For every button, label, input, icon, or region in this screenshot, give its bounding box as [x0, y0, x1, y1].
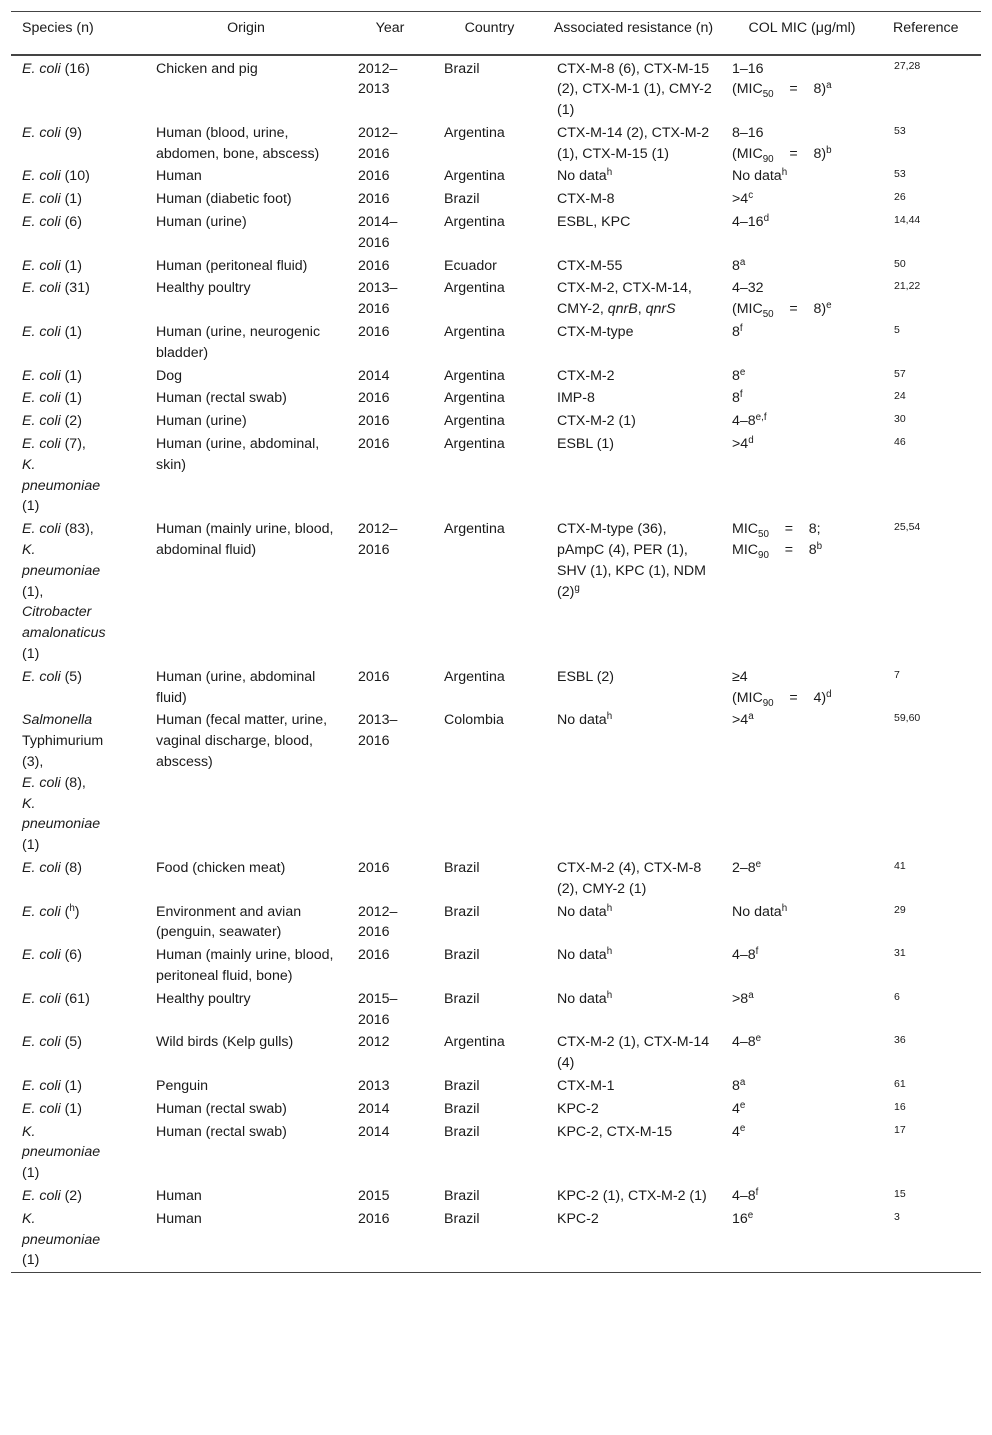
cell-origin: Human (urine, abdominal, skin) [156, 436, 320, 473]
header-year: Year [375, 20, 405, 36]
cell-origin: Human [156, 168, 202, 185]
cell-resistance: ESBL (2) [557, 668, 615, 685]
table-row [11, 277, 981, 321]
cell-resistance: CTX-M-2, CTX-M-14, CMY-2, qnrB, qnrS [557, 280, 692, 318]
cell-year: 2016 [358, 168, 390, 185]
cell-country: Argentina [444, 280, 505, 297]
cell-country: Argentina [444, 668, 505, 685]
cell-species: E. coli (1) [22, 324, 82, 341]
cell-year: 2016 [358, 947, 390, 964]
cell-reference: 36 [894, 1034, 906, 1047]
table-row [11, 410, 981, 433]
cell-origin: Human (mainly urine, blood, abdominal fluid) [156, 521, 334, 559]
cell-country: Brazil [444, 1187, 480, 1204]
header-reference: Reference [893, 20, 959, 36]
cell-species: E. coli (5) [22, 1034, 82, 1051]
table-row [11, 365, 981, 388]
cell-origin: Penguin [156, 1077, 209, 1094]
cell-reference: 31 [894, 947, 906, 960]
cell-origin: Human (diabetic foot) [156, 191, 292, 208]
cell-reference: 41 [894, 859, 906, 872]
cell-country: Brazil [444, 990, 480, 1007]
cell-col-mic: 8$^f$ [732, 323, 743, 341]
cell-year: 2016 [358, 859, 390, 876]
cell-resistance: KPC-2 [557, 1100, 599, 1117]
cell-year: 2012– 2013 [358, 60, 398, 98]
cell-resistance: No data$^h$ [557, 167, 613, 185]
cell-year: 2012– 2016 [358, 521, 398, 559]
table-row [11, 944, 981, 988]
cell-year: 2012– 2016 [358, 124, 398, 162]
cell-species: E. coli (10) [22, 168, 90, 185]
table-row [11, 666, 981, 710]
cell-col-mic: 4–16$^d$ [732, 213, 770, 231]
cell-year: 2013– 2016 [358, 712, 398, 750]
cell-origin: Healthy poultry [156, 990, 251, 1007]
cell-year: 2014 [358, 367, 390, 384]
table-row [11, 55, 981, 122]
cell-resistance: CTX-M-2 (4), CTX-M-8 (2), CMY-2 (1) [557, 859, 702, 897]
cell-year: 2016 [358, 668, 390, 685]
cell-country: Brazil [444, 191, 480, 208]
cell-country: Brazil [444, 947, 480, 964]
cell-resistance: CTX-M-14 (2), CTX-M-2 (1), CTX-M-15 (1) [557, 124, 710, 162]
table-row [11, 709, 981, 857]
cell-reference: 29 [894, 903, 906, 916]
cell-reference: 50 [894, 257, 906, 270]
cell-species: E. coli (61) [22, 990, 90, 1007]
cell-reference: 46 [894, 436, 906, 449]
cell-country: Brazil [444, 1123, 480, 1140]
cell-col-mic: 1–16 ($MIC_{50}$ = 8)$^a$ [732, 60, 832, 101]
cell-reference: 61 [894, 1077, 906, 1090]
cell-resistance: CTX-M-8 (6), CTX-M-15 (2), CTX-M-1 (1), CMY-2 (1) [557, 60, 712, 119]
cell-col-mic: 8$^a$ [732, 256, 746, 274]
cell-origin: Human (fecal matter, urine, vaginal discharge, blood, abscess) [156, 712, 328, 770]
cell-country: Argentina [444, 214, 505, 231]
table-body [11, 55, 981, 1273]
cell-country: Argentina [444, 168, 505, 185]
cell-origin: Human (blood, urine, abdomen, bone, abscess) [156, 124, 320, 162]
cell-origin: Human [156, 1187, 202, 1204]
cell-year: 2016 [358, 1210, 390, 1227]
cell-country: Brazil [444, 60, 480, 77]
cell-origin: Environment and avian (penguin, seawater) [156, 903, 302, 941]
cell-resistance: CTX-M-2 (1) [557, 413, 636, 430]
cell-col-mic: 4e [732, 1122, 746, 1140]
cell-resistance: ESBL, KPC [557, 214, 631, 231]
cell-col-mic: 16e [732, 1209, 754, 1227]
table-row [11, 165, 981, 188]
table-row [11, 433, 981, 518]
cell-reference: 14,44 [894, 214, 921, 227]
cell-reference: 21,22 [894, 280, 921, 293]
table-row [11, 901, 981, 945]
cell-species: E. coli (1) [22, 191, 82, 208]
cell-country: Argentina [444, 390, 505, 407]
cell-species: E. coli (2) [22, 413, 82, 430]
cell-origin: Food (chicken meat) [156, 859, 286, 876]
cell-origin: Wild birds (Kelp gulls) [156, 1034, 294, 1051]
header-resistance: Associated resistance (n) [553, 20, 714, 36]
cell-country: Argentina [444, 324, 505, 341]
cell-col-mic: 4–32 ($MIC_{50}$ = 8)$^e$ [732, 280, 832, 321]
cell-col-mic: $>8^a$ [732, 989, 754, 1007]
resistance-table [11, 11, 981, 1273]
cell-col-mic: 4–8$^f$ [732, 1186, 759, 1204]
cell-species: K. pneumoniae (1) [22, 1123, 101, 1182]
table-row [11, 122, 981, 166]
table-row [11, 988, 981, 1032]
cell-country: Argentina [444, 367, 505, 384]
cell-year: 2014 [358, 1123, 390, 1140]
cell-col-mic: $>4^c$ [732, 190, 754, 208]
cell-country: Brazil [444, 859, 480, 876]
cell-year: 2012– 2016 [358, 903, 398, 941]
cell-reference: 5 [894, 324, 900, 337]
cell-col-mic: $>4^d$ [732, 435, 754, 453]
cell-year: 2014 [358, 1100, 390, 1117]
cell-origin: Human (urine) [156, 413, 247, 430]
table-row [11, 1208, 981, 1273]
cell-country: Argentina [444, 436, 505, 453]
table-row [11, 857, 981, 901]
cell-reference: 3 [894, 1210, 900, 1223]
cell-species: E. coli (1) [22, 257, 82, 274]
cell-species: E. coli (6) [22, 947, 82, 964]
cell-reference: 53 [894, 168, 906, 181]
cell-species: E. coli (5) [22, 668, 82, 685]
cell-species: E. coli (8) [22, 859, 82, 876]
cell-col-mic: 4e [732, 1099, 746, 1117]
cell-resistance: CTX-M-type [557, 324, 634, 341]
cell-country: Brazil [444, 1210, 480, 1227]
cell-origin: Human (rectal swab) [156, 1100, 287, 1117]
cell-resistance: CTX-M-2 (1), CTX-M-14 (4) [557, 1034, 710, 1072]
cell-reference: 15 [894, 1187, 906, 1200]
cell-reference: 7 [894, 668, 900, 681]
cell-resistance: KPC-2 [557, 1210, 599, 1227]
table-row [11, 1098, 981, 1121]
cell-col-mic: $MIC_{50}$ = 8; $MIC_{90}$ = 8$^b$ [732, 521, 823, 562]
cell-origin: Human [156, 1210, 202, 1227]
cell-year: 2016 [358, 324, 390, 341]
table-row [11, 1121, 981, 1185]
cell-resistance: No data$^h$ [557, 711, 613, 729]
cell-resistance: No data$^h$ [557, 902, 613, 920]
cell-origin: Human (rectal swab) [156, 1123, 287, 1140]
cell-country: Argentina [444, 124, 505, 141]
cell-species: E. coli (9) [22, 124, 82, 141]
table-row [11, 518, 981, 666]
cell-origin: Human (rectal swab) [156, 390, 287, 407]
cell-year: 2016 [358, 413, 390, 430]
cell-origin: Human (urine, abdominal fluid) [156, 668, 316, 706]
cell-country: Ecuador [444, 257, 497, 274]
cell-resistance: CTX-M-8 [557, 191, 615, 208]
cell-col-mic: ≥4 ($MIC_{90}$ = 4)$^d$ [732, 668, 832, 709]
cell-species: E. coli (2) [22, 1187, 82, 1204]
cell-resistance: CTX-M-1 [557, 1077, 615, 1094]
header-country: Country [464, 20, 515, 36]
cell-reference: 6 [894, 990, 900, 1003]
cell-origin: Chicken and pig [156, 60, 258, 77]
cell-species: E. coli (1) [22, 1100, 82, 1117]
cell-reference: 53 [894, 124, 906, 137]
header-origin: Origin [227, 20, 265, 36]
cell-year: 2015– 2016 [358, 990, 398, 1028]
cell-year: 2016 [358, 390, 390, 407]
cell-year: 2015 [358, 1187, 390, 1204]
cell-country: Argentina [444, 521, 505, 538]
table-row [11, 321, 981, 365]
cell-origin: Human (peritoneal fluid) [156, 257, 308, 274]
cell-country: Brazil [444, 1100, 480, 1117]
cell-resistance: CTX-M-type (36), pAmpC (4), PER (1), SHV (1), KPC (1), NDM $(2)^g$ [557, 521, 706, 600]
cell-resistance: CTX-M-55 [557, 257, 623, 274]
cell-col-mic: $>4^a$ [732, 711, 754, 729]
cell-reference: 59,60 [894, 712, 921, 725]
cell-resistance: IMP-8 [557, 390, 595, 407]
cell-resistance: ESBL (1) [557, 436, 615, 453]
cell-species: E. coli (1) [22, 1077, 82, 1094]
cell-origin: Dog [156, 367, 183, 384]
cell-country: Brazil [444, 903, 480, 920]
cell-resistance: KPC-2, CTX-M-15 [557, 1123, 673, 1140]
cell-col-mic: 8$^a$ [732, 1076, 746, 1094]
cell-species: Salmonella Typhimurium (3), E. coli (8), K. pneumoniae (1) [22, 712, 104, 854]
cell-year: 2016 [358, 436, 390, 453]
cell-col-mic: 8–16 ($MIC_{90}$ = 8)$^b$ [732, 124, 832, 165]
header-species: Species (n) [22, 20, 94, 36]
table-row [11, 188, 981, 211]
cell-col-mic: 8$^f$ [732, 389, 743, 407]
cell-reference: 26 [894, 191, 906, 204]
cell-country: Colombia [444, 712, 504, 729]
cell-species: E. coli (7), K. pneumoniae (1) [22, 436, 101, 515]
cell-col-mic: 4–8$^{e,f}$ [732, 412, 767, 430]
cell-year: 2016 [358, 191, 390, 208]
cell-reference: 16 [894, 1100, 906, 1113]
cell-origin: Human (urine) [156, 214, 247, 231]
cell-reference: 25,54 [894, 521, 921, 534]
cell-origin: Human (mainly urine, blood, peritoneal fluid, bone) [156, 947, 334, 984]
cell-species: E. coli (1) [22, 390, 82, 407]
cell-reference: 30 [894, 413, 906, 426]
cell-resistance: No data$^h$ [557, 989, 613, 1007]
table-row [11, 255, 981, 278]
cell-col-mic: 4–8e [732, 1033, 762, 1051]
table-row [11, 1185, 981, 1208]
cell-species: K. pneumoniae (1) [22, 1210, 101, 1269]
cell-species: E. coli (16) [22, 60, 90, 77]
cell-reference: 27,28 [894, 59, 921, 72]
cell-reference: 57 [894, 367, 906, 380]
cell-year: 2016 [358, 257, 390, 274]
cell-col-mic: 4–8$^f$ [732, 946, 759, 964]
cell-col-mic: No data$^h$ [732, 902, 788, 920]
cell-year: 2013 [358, 1077, 390, 1094]
cell-col-mic: No data$^h$ [732, 167, 788, 185]
table-row [11, 1031, 981, 1075]
cell-year: 2014– 2016 [358, 214, 398, 251]
cell-country: Argentina [444, 413, 505, 430]
cell-year: 2013– 2016 [358, 280, 398, 318]
cell-reference: 17 [894, 1123, 906, 1136]
cell-species: E. coli (1) [22, 367, 82, 384]
cell-year: 2012 [358, 1034, 390, 1051]
table-row [11, 1075, 981, 1098]
cell-col-mic: 2–8e [732, 858, 762, 876]
cell-species: E. coli (83), K. pneumoniae (1), Citrobacter amalonaticus (1) [22, 521, 106, 663]
cell-origin: Healthy poultry [156, 280, 251, 297]
cell-species: E. coli (6) [22, 214, 82, 231]
cell-resistance: CTX-M-2 [557, 367, 615, 384]
cell-origin: Human (urine, neurogenic bladder) [156, 324, 321, 361]
table-row [11, 211, 981, 255]
cell-resistance: KPC-2 (1), CTX-M-2 (1) [557, 1187, 707, 1204]
header-row [11, 12, 981, 55]
cell-species: E. coli (31) [22, 280, 90, 297]
table-row [11, 387, 981, 410]
cell-country: Argentina [444, 1034, 505, 1051]
cell-species: E. coli ($^h$) [22, 902, 80, 920]
table-header [11, 12, 981, 55]
header-col-mic: COL MIC (μg/ml) [748, 20, 856, 36]
cell-country: Brazil [444, 1077, 480, 1094]
cell-resistance: No data$^h$ [557, 946, 613, 964]
cell-col-mic: 8e [732, 366, 746, 384]
cell-reference: 24 [894, 390, 906, 403]
